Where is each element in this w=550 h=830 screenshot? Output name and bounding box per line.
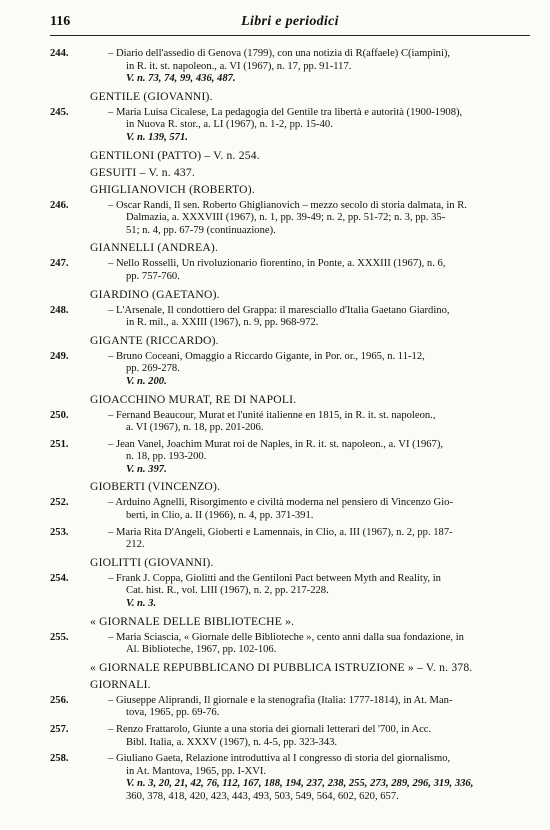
bibliography-entry [50, 573, 530, 611]
entry-line: – Diario dell'assedio di Genova (1799), con una notizia di R(affaele) C(iampini), [108, 48, 451, 59]
bibliography-entry [50, 632, 530, 657]
entry-line: V. n. 139, 571. [126, 131, 188, 143]
running-header [50, 12, 530, 36]
entry-line: – Maria Rita D'Angeli, Gioberti e Lamennais, in Clio, a. III (1967), n. 2, pp. 187- [108, 526, 453, 538]
entry-line: in R. it. st. napoleon., a. VI (1967), n. 17, pp. 91-117. [126, 60, 352, 72]
entry-line: Dalmazia, a. XXXVIII (1967), n. 1, pp. 39-49; n. 2, pp. 51-72; n. 3, pp. 35- [126, 212, 446, 224]
entry-line: – Frank J. Coppa, Giolitti and the Gentiloni Pact between Myth and Reality, in [108, 572, 441, 584]
entry-number: 252. [50, 497, 69, 509]
entry-line: V. n. 200. [126, 375, 167, 387]
entry-line: – Jean Vanel, Joachim Murat roi de Naples, in R. it. st. napoleon., a. VI (1967), [108, 438, 444, 450]
entry-line: 51; n. 4, pp. 67-79 (continuazione). [126, 224, 276, 236]
entry-line: 212. [126, 539, 145, 551]
entry-line: in At. Mantova, 1965, pp. I-XVI. [126, 765, 267, 777]
subject-heading: « GIORNALE REPUBBLICANO DI PUBBLICA ISTRUZIONE » – V. n. 378. [90, 660, 473, 674]
entry-line: pp. 757-760. [126, 270, 180, 282]
entry-line: n. 18, pp. 193-200. [126, 451, 207, 463]
entry-line: V. n. 73, 74, 99, 436, 487. [126, 73, 236, 85]
bibliography-entry [50, 439, 530, 477]
entry-line: – Arduino Agnelli, Risorgimento e civiltà moderna nel pensiero di Vincenzo Gio- [108, 497, 453, 509]
subject-heading: GIOBERTI (VINCENZO). [90, 480, 221, 494]
entry-line: Al. Biblioteche, 1967, pp. 102-106. [126, 644, 277, 656]
bibliography-entry [50, 258, 530, 283]
entry-line: Bibl. Italia, a. XXXV (1967), n. 4-5, pp. 323-343. [126, 736, 338, 748]
subject-heading: « GIORNALE DELLE BIBLIOTECHE ». [90, 614, 295, 628]
page-number: 116 [50, 14, 71, 29]
entry-number: 253. [50, 526, 69, 538]
entry-line: – Maria Luisa Cicalese, La pedagogia del Gentile tra libertà e autorità (1900-1908), [108, 106, 463, 118]
bibliography-entry [50, 107, 530, 145]
running-title: Libri e periodici [241, 14, 339, 29]
subject-heading: GIARDINO (GAETANO). [90, 287, 220, 301]
entry-line: Cat. hist. R., vol. LIII (1967), n. 2, pp. 217-228. [126, 585, 329, 597]
bibliography-entry [50, 48, 530, 86]
entry-number: 250. [50, 409, 69, 421]
entry-line: – Maria Sciascia, « Giornale delle Biblioteche », cento anni dalla sua fondazione, in [108, 631, 464, 643]
entry-line: 360, 378, 418, 420, 423, 443, 493, 503, 549, 564, 602, 620, 657. [126, 790, 399, 802]
entry-line: – Fernand Beaucour, Murat et l'unité italienne en 1815, in R. it. st. napoleon., [108, 409, 436, 421]
subject-heading: GENTILE (GIOVANNI). [90, 89, 213, 103]
entry-line: tova, 1965, pp. 69-76. [126, 707, 220, 719]
subject-heading: GHIGLIANOVICH (ROBERTO). [90, 182, 255, 196]
entry-line: V. n. 3, 20, 21, 42, 76, 112, 167, 188, 194, 237, 238, 255, 273, 289, 296, 319, 336, [126, 778, 474, 790]
entry-line: V. n. 397. [126, 463, 167, 475]
entry-line: – Giuseppe Aliprandi, Il giornale e la stenografia (Italia: 1777-1814), in At. Man- [108, 694, 453, 706]
entry-line: – Renzo Frattarolo, Giunte a una storia dei giornali letterari del '700, in Acc. [108, 724, 432, 735]
entry-number: 244. [50, 48, 69, 59]
subject-heading: GIGANTE (RICCARDO). [90, 333, 219, 347]
entry-line: – Giuliano Gaeta, Relazione introduttiva al I congresso di storia del giornalismo, [108, 753, 451, 765]
header-rule [50, 35, 530, 36]
entry-number: 258. [50, 753, 69, 765]
entry-line: – Oscar Randi, Il sen. Roberto Ghiglianovich – mezzo secolo di storia dalmata, in R. [108, 199, 467, 211]
entry-number: 251. [50, 438, 69, 450]
entry-number: 256. [50, 694, 69, 706]
entry-number: 257. [50, 724, 69, 735]
entry-line: a. VI (1967), n. 18, pp. 201-206. [126, 422, 264, 434]
subject-heading: GIOLITTI (GIOVANNI). [90, 555, 214, 569]
bibliography-entry [50, 527, 530, 552]
entry-line: – Bruno Coceani, Omaggio a Riccardo Gigante, in Por. or., 1965, n. 11-12, [108, 350, 425, 362]
bibliography-entry [50, 200, 530, 238]
entry-line: – Nello Rosselli, Un rivoluzionario fiorentino, in Ponte, a. XXXIII (1967), n. 6, [108, 258, 446, 270]
bibliography-entry [50, 305, 530, 330]
entry-number: 245. [50, 106, 69, 118]
entry-number: 247. [50, 258, 69, 270]
entry-number: 249. [50, 350, 69, 362]
subject-heading: GIORNALI. [90, 677, 151, 691]
entry-line: in R. mil., a. XXIII (1967), n. 9, pp. 968-972. [126, 317, 319, 329]
entry-number: 254. [50, 572, 69, 584]
entry-line: – L'Arsenale, Il condottiero del Grappa: il maresciallo d'Italia Gaetano Giardino, [108, 304, 450, 316]
bibliography-entry [50, 695, 530, 720]
bibliography-entry [50, 753, 530, 803]
bibliography-entry [50, 497, 530, 522]
entry-line: in Nuova R. stor., a. LI (1967), n. 1-2, pp. 15-40. [126, 119, 333, 131]
subject-heading: GESUITI – V. n. 437. [90, 165, 196, 179]
bibliography-entry [50, 351, 530, 389]
bibliography-entry [50, 410, 530, 435]
bibliography-list [50, 48, 530, 808]
entry-number: 248. [50, 304, 69, 316]
entry-number: 255. [50, 631, 69, 643]
entry-line: pp. 269-278. [126, 363, 180, 375]
entry-line: V. n. 3. [126, 598, 157, 610]
subject-heading: GIANNELLI (ANDREA). [90, 241, 219, 255]
subject-heading: GENTILONI (PATTO) – V. n. 254. [90, 148, 260, 162]
entry-line: berti, in Clio, a. II (1966), n. 4, pp. 371-391. [126, 510, 314, 522]
entry-number: 246. [50, 199, 69, 211]
subject-heading: GIOACCHINO MURAT, RE DI NAPOLI. [90, 392, 297, 406]
bibliography-entry [50, 724, 530, 749]
